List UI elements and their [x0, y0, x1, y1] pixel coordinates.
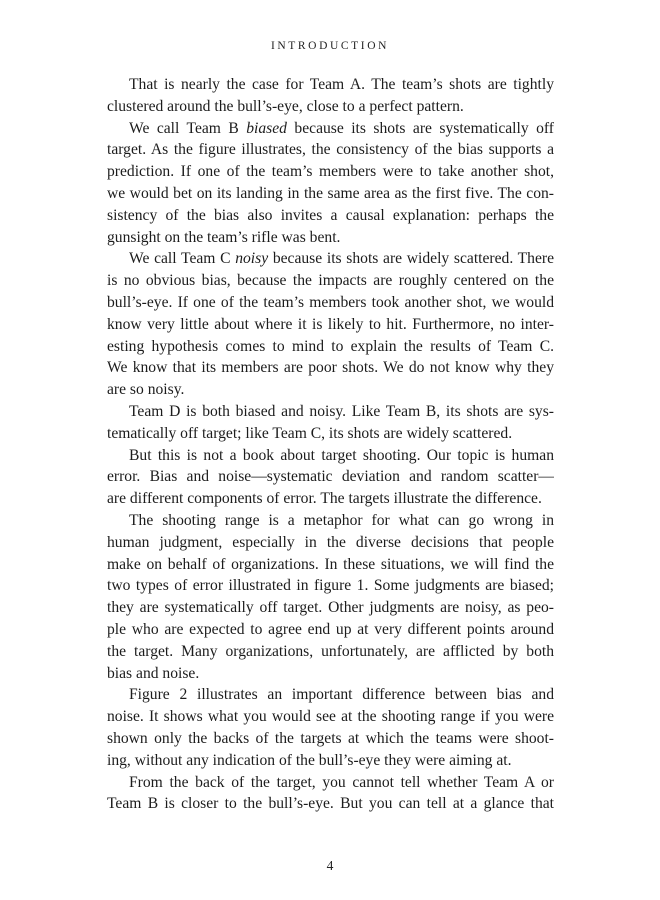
text-line: is no obvious bias, because the impacts are roughly centered on the [107, 272, 554, 290]
text-line: clustered around the bull’s-eye, close to a perfect pattern. [107, 97, 464, 115]
text-line: bias and noise. [107, 664, 200, 682]
text-line: the target. Many organizations, unfortunately, are afflicted by both [107, 642, 554, 660]
text-line: we would bet on its landing in the same area as the first five. The con- [107, 184, 554, 202]
paragraph [107, 248, 554, 401]
text-segment: because its shots are systematically off [286, 119, 554, 137]
text-line: ing, without any indication of the bull’s-eye they were aiming at. [107, 751, 512, 769]
paragraph [107, 510, 554, 684]
text-line: We know that its members are poor shots. We do not know why they [107, 359, 554, 377]
text-line: human judgment, especially in the diverse decisions that people [107, 533, 554, 551]
text-line: That is nearly the case for Team A. The team’s shots are tightly [129, 76, 554, 93]
text-line: tematically off target; like Team C, its shots are widely scattered. [107, 424, 513, 442]
text-line: But this is not a book about target shooting. Our topic is human [129, 446, 554, 464]
text-line: they are systematically off target. Other judgments are noisy, as peo- [107, 599, 554, 617]
text-segment: because its shots are widely scattered. There [268, 250, 554, 268]
page-number: 4 [326, 858, 334, 873]
text-line: shown only the backs of the targets at which the teams were shoot- [107, 729, 554, 747]
text-line: Team B is closer to the bull’s-eye. But you can tell at a glance that [107, 795, 554, 813]
text-segment: We call Team C [129, 250, 236, 268]
text-line: esting hypothesis comes to mind to explain the results of Team C. [107, 337, 554, 355]
text-line: target. As the figure illustrates, the consistency of the bias supports a [107, 141, 554, 159]
text-line: ple who are expected to agree end up at very different points around [107, 620, 554, 638]
text-line: are different components of error. The targets illustrate the difference. [107, 490, 542, 508]
text-segment: We call Team B [129, 119, 247, 137]
paragraph [107, 118, 554, 249]
text-line: Figure 2 illustrates an important difference between bias and [129, 686, 554, 704]
paragraph [107, 401, 554, 445]
paragraph [107, 684, 554, 771]
text-line: error. Bias and noise—systematic deviation and random scatter— [107, 468, 554, 486]
text-line [107, 248, 554, 270]
text-line: make on behalf of organizations. In these situations, we will find the [107, 555, 554, 573]
text-line [107, 118, 554, 140]
text-line: gunsight on the team’s rifle was bent. [107, 228, 341, 246]
italic-term: noisy [235, 250, 269, 268]
paragraph [107, 772, 554, 816]
paragraph [107, 445, 554, 510]
text-line: noise. It shows what you would see at the shooting range if you were [107, 708, 554, 726]
text-line: two types of error illustrated in figure 1. Some judgments are biased; [107, 577, 554, 595]
paragraph [107, 74, 554, 118]
running-head: INTRODUCTION [270, 40, 390, 52]
text-line: The shooting range is a metaphor for what can go wrong in [129, 511, 554, 529]
text-line: Team D is both biased and noisy. Like Team B, its shots are sys- [129, 402, 554, 420]
text-line: are so noisy. [107, 381, 185, 399]
italic-term: biased [246, 119, 287, 137]
text-line: From the back of the target, you cannot tell whether Team A or [129, 773, 554, 791]
text-line: sistency of the bias also invites a causal explanation: perhaps the [107, 206, 554, 224]
text-line: know very little about where it is likely to hit. Furthermore, no inter- [107, 315, 554, 333]
text-line: bull’s-eye. If one of the team’s members took another shot, we would [107, 293, 554, 311]
text-line: prediction. If one of the team’s members were to take another shot, [107, 163, 554, 181]
body-text [107, 74, 554, 815]
